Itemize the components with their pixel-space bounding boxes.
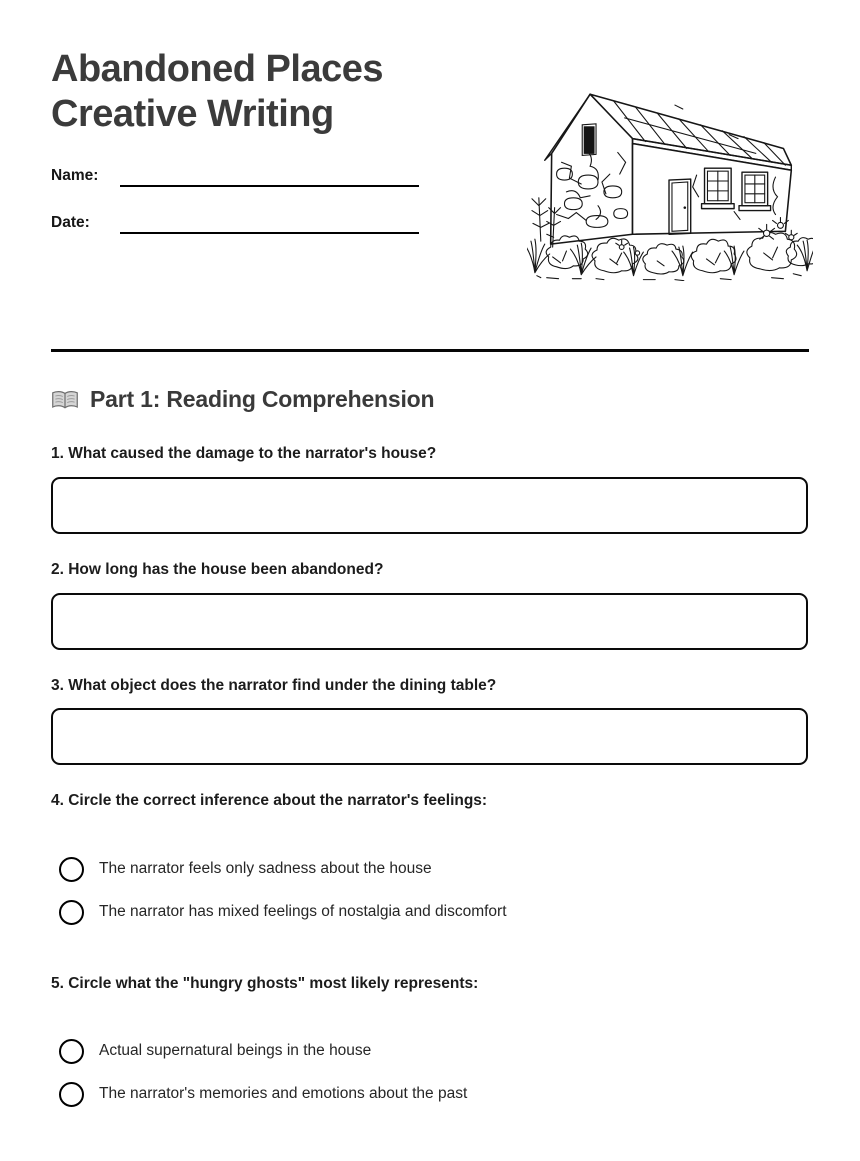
- question-5-option-2[interactable]: [59, 1081, 467, 1107]
- question-3-answer-box[interactable]: [51, 708, 808, 765]
- option-label: The narrator feels only sadness about the house: [99, 860, 432, 877]
- option-circle[interactable]: [59, 900, 84, 925]
- part1-heading: [51, 386, 434, 413]
- question-4-label: 4. Circle the correct inference about the narrator's feelings:: [51, 792, 488, 809]
- question-5-label: 5. Circle what the "hungry ghosts" most likely represents:: [51, 975, 479, 992]
- option-circle[interactable]: [59, 1039, 84, 1064]
- question-2-answer-box[interactable]: [51, 593, 808, 650]
- section-divider: [51, 349, 809, 352]
- page-title: Abandoned Places Creative Writing: [51, 48, 383, 135]
- question-1-label: 1. What caused the damage to the narrator's house?: [51, 445, 437, 462]
- question-5-option-1[interactable]: [59, 1038, 371, 1064]
- name-label: Name:: [51, 167, 99, 184]
- part1-heading-label: Part 1: Reading Comprehension: [90, 386, 435, 412]
- date-line[interactable]: [120, 211, 419, 234]
- option-label: The narrator's memories and emotions about the past: [99, 1085, 468, 1102]
- question-4-option-2[interactable]: [59, 899, 507, 925]
- question-2-label: 2. How long has the house been abandoned?: [51, 561, 384, 578]
- open-book-icon: [51, 388, 79, 412]
- question-3-label: 3. What object does the narrator find under the dining table?: [51, 677, 497, 694]
- question-1-answer-box[interactable]: [51, 477, 808, 534]
- name-field-row: [51, 164, 419, 187]
- option-label: The narrator has mixed feelings of nostalgia and discomfort: [99, 903, 507, 920]
- option-label: Actual supernatural beings in the house: [99, 1042, 372, 1059]
- option-circle[interactable]: [59, 857, 84, 882]
- option-circle[interactable]: [59, 1082, 84, 1107]
- abandoned-house-illustration: [527, 83, 813, 281]
- name-line[interactable]: [120, 164, 419, 187]
- date-field-row: [51, 211, 419, 234]
- question-4-option-1[interactable]: [59, 856, 432, 882]
- date-label: Date:: [51, 214, 90, 231]
